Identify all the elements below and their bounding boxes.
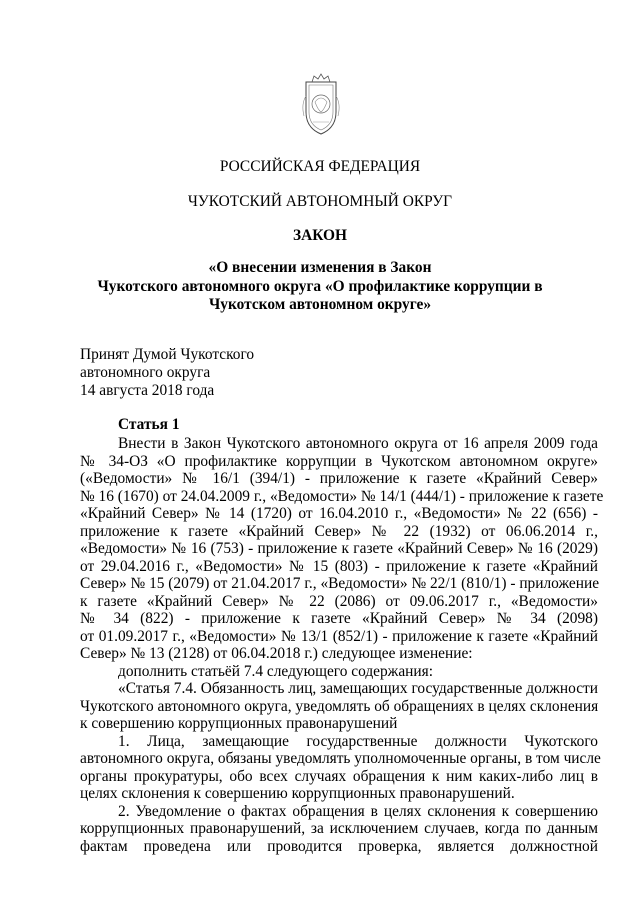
adoption-line-2: автономного округа <box>80 364 211 381</box>
article-line: дополнить статьёй 7.4 следующего содержания: <box>118 662 433 680</box>
article-line: приложение к газете «Крайний Север» № 22 (1932) от 06.06.2014 г., <box>80 522 598 540</box>
article-line: Внести в Закон Чукотского автономного округа от 16 апреля 2009 года <box>118 435 598 452</box>
article-line: Север» № 15 (2079) от 21.04.2017 г., «Ведомости» № 22/1 (810/1) - приложение <box>80 575 600 592</box>
article-line: Чукотского автономного округа, уведомлять об обращениях в целях склонения <box>80 697 599 715</box>
article-line: органы прокуратуры, обо всех случаях обращения к ним каких-либо лиц в <box>80 767 598 785</box>
article-heading: Статья 1 <box>118 416 180 433</box>
article-line: № 34 (822) - приложение к газете «Крайний Север» № 34 (2098) <box>80 610 598 627</box>
coat-of-arms-emblem <box>298 72 344 138</box>
article-line: целях склонения к совершению коррупционных правонарушений. <box>80 785 515 802</box>
article-line: «Статья 7.4. Обязанность лиц, замещающих государственные должности <box>118 680 598 697</box>
country-name: РОССИЙСКАЯ ФЕДЕРАЦИЯ <box>219 158 421 175</box>
document-type: ЗАКОН <box>293 227 347 244</box>
article-body <box>80 435 604 855</box>
article-line: 1. Лица, замещающие государственные должности Чукотского <box>118 732 598 750</box>
law-title-line-1: «О внесении изменения в Закон <box>208 259 432 276</box>
article-line: от 29.04.2016 г., «Ведомости» № 15 (803) - приложение к газете «Крайний <box>80 557 598 575</box>
article-line: к совершению коррупционных правонарушений <box>80 715 398 732</box>
article-line: 2. Уведомление о фактах обращения в целях склонения к совершению <box>118 802 598 820</box>
article-line: («Ведомости» № 16/1 (394/1) - приложение к газете «Крайний Север» <box>80 470 598 487</box>
article-line: № 16 (1670) от 24.04.2009 г., «Ведомости» № 14/1 (444/1) - приложение к газете <box>80 487 604 505</box>
article-line: к газете «Крайний Север» № 22 (2086) от 09.06.2017 г., «Ведомости» <box>80 592 598 610</box>
article-line: от 01.09.2017 г., «Ведомости» № 13/1 (852/1) - приложение к газете «Крайний <box>80 627 598 645</box>
article-line: № 34-ОЗ «О профилактике коррупции в Чукотском автономном округе» <box>80 452 598 470</box>
law-title-line-3: Чукотском автономном округе» <box>208 296 432 313</box>
adoption-date: 14 августа 2018 года <box>80 382 215 399</box>
region-name: ЧУКОТСКИЙ АВТОНОМНЫЙ ОКРУГ <box>187 193 453 210</box>
article-line: автономного округа, обязаны уведомлять уполномоченные органы, в том числе <box>80 750 601 767</box>
article-line: фактам проведена или проводится проверка, является должностной <box>80 837 598 855</box>
article-line: коррупционных правонарушений, за исключением случаев, когда по данным <box>80 820 598 837</box>
article-line: «Крайний Север» № 14 (1720) от 16.04.2010 г., «Ведомости» № 22 (656) - <box>80 505 598 522</box>
adoption-line-1: Принят Думой Чукотского <box>80 346 255 363</box>
article-line: Север» № 13 (2128) от 06.04.2018 г.) следующее изменение: <box>80 645 473 662</box>
law-title-line-2: Чукотского автономного округа «О профилактике коррупции в <box>97 278 543 295</box>
article-line: «Ведомости» № 16 (753) - приложение к газете «Крайний Север» № 16 (2029) <box>80 540 598 557</box>
